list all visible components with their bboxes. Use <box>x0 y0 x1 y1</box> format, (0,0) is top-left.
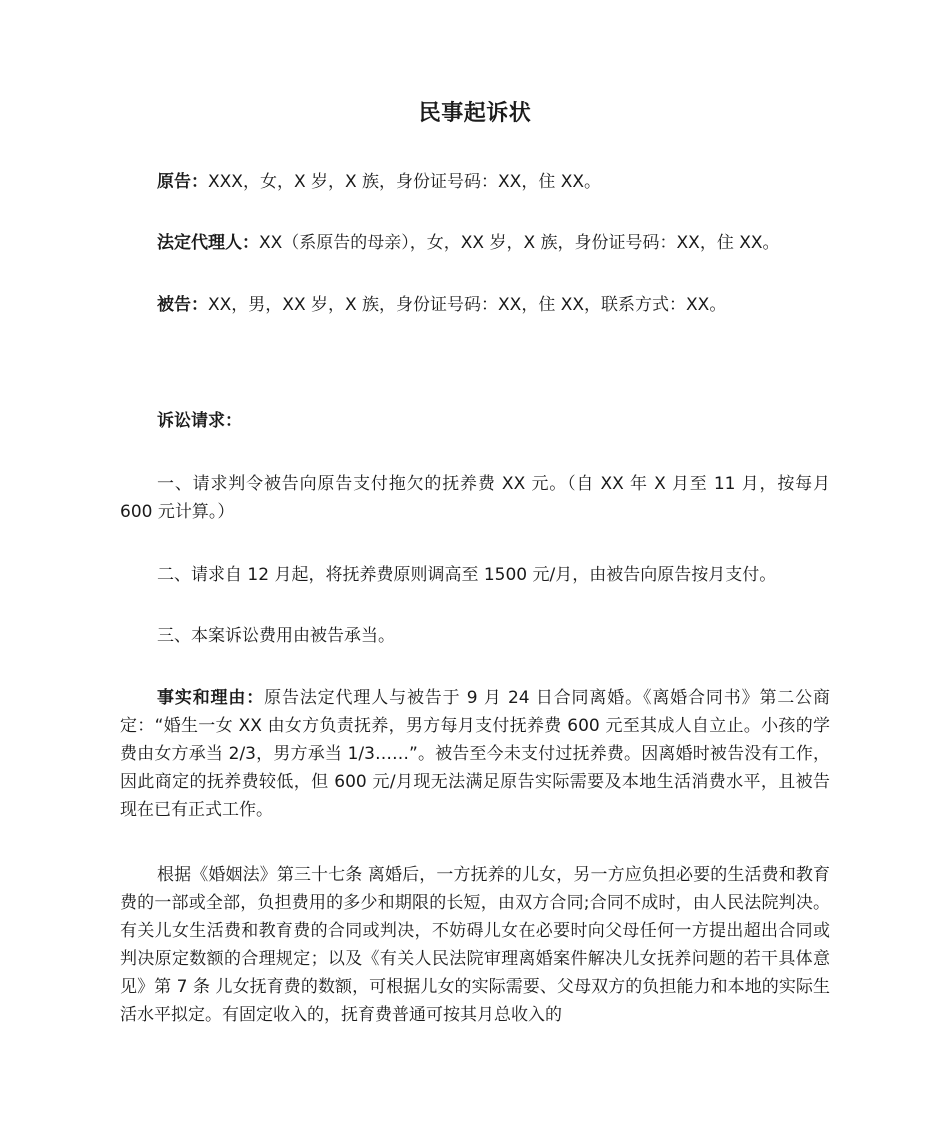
plaintiff-label: 原告： <box>157 172 208 192</box>
facts-label: 事实和理由： <box>157 688 265 708</box>
facts-paragraph <box>120 684 830 824</box>
claims-heading <box>120 407 830 435</box>
legal-agent-label: 法定代理人： <box>157 233 259 253</box>
claim-item-3: 三、本案诉讼费用由被告承当。 <box>157 626 395 646</box>
claim-item-1: 一、请求判令被告向原告支付拖欠的抚养费 XX 元。（自 XX 年 X 月至 11 月，按每月 600 元计算。） <box>120 474 830 522</box>
legal-basis-paragraph: 根据《婚姻法》第三十七条 离婚后，一方抚养的儿女，另一方应负担必要的生活费和教育费的一部或全部，负担费用的多少和期限的长短，由双方合同;合同不成时，由人民法院判决。有关儿女生活费和教育费的合同或判决，不妨碍儿女在必要时向父母任何一方提出超出合同或判决原定数额的合理规定；以及《有关人民法院审理离婚案件解决儿女抚养问题的若干具体意见》第 7 条 儿女抚育费的数额，可根据儿女的实际需要、父母双方的负担能力和本地的实际生活水平拟定。有固定收入的，抚育费普通可按其月总收入的 <box>120 865 830 1025</box>
legal-agent-paragraph <box>120 229 830 257</box>
defendant-text: XX，男，XX 岁，X 族，身份证号码：XX，住 XX，联系方式：XX。 <box>208 295 727 315</box>
document-title: 民事起诉状 <box>418 101 532 126</box>
claims-heading-text: 诉讼请求： <box>157 411 242 431</box>
plaintiff-text: XXX，女，X 岁，X 族，身份证号码：XX，住 XX。 <box>208 172 602 192</box>
defendant-paragraph <box>120 291 830 319</box>
facts-text: 原告法定代理人与被告于 9 月 24 日合同离婚。《离婚合同书》第二公商定：“婚生一女 XX 由女方负责抚养，男方每月支付抚养费 600 元至其成人自立止。小孩的学费由女方承当 2/3，男方承当 1/3……”。被告至今未支付过抚养费。因离婚时被告没有工作，因此商定的抚养费较低，但 600 元/月现无法满足原告实际需要及本地生活消费水平，且被告现在已有正式工作。 <box>120 688 831 820</box>
plaintiff-paragraph <box>120 168 830 196</box>
defendant-label: 被告： <box>157 295 208 315</box>
claim-item-2: 二、请求自 12 月起，将抚养费原则调高至 1500 元/月，由被告向原告按月支付。 <box>157 565 777 585</box>
legal-agent-text: XX（系原告的母亲），女，XX 岁，X 族，身份证号码：XX，住 XX。 <box>259 233 780 253</box>
